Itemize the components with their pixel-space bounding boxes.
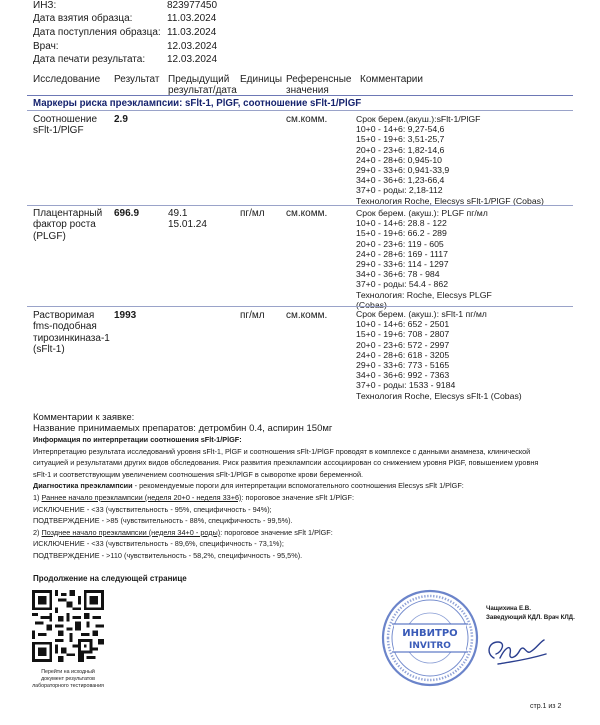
comment-line: Технология: Roche, Elecsys PLGF xyxy=(356,289,492,300)
early-suffix: : пороговое значение sFlt 1/PlGF: xyxy=(241,492,355,502)
late-line xyxy=(33,527,573,539)
diag-title: Диагностика преэклампсии xyxy=(33,481,133,491)
header-result: Результат xyxy=(114,74,160,85)
comment-line: 29+0 - 33+6: 773 - 5165 xyxy=(356,360,450,371)
diag-text: - рекомендуемые пороги для интерпретации вспомогательного соотношения Elecsys sFlt 1/PlGF: xyxy=(132,481,464,491)
early-exclusion: ИСКЛЮЧЕНИЕ - <33 (чувствительность - 95%, специфичность - 94%); xyxy=(33,504,272,514)
comment-line: 37+0 - роды: 2,18-112 xyxy=(356,185,443,196)
late-suffix: : пороговое значение sFlt 1/PlGF: xyxy=(220,527,333,537)
meta-value: 12.03.2024 xyxy=(167,41,218,52)
comment-line: 37+0 - роды: 54.4 - 862 xyxy=(356,279,449,290)
comment-line: Срок берем. (акуш.): PLGF пг/мл xyxy=(356,208,488,218)
row-ratio-ref: см.комм. xyxy=(286,114,328,125)
late-prefix: 2) xyxy=(33,527,42,537)
qr-caption-line: документ результатов xyxy=(41,676,95,682)
comment-line: 10+0 - 14+6: 28.8 - 122 xyxy=(356,218,447,229)
meta-label: Дата взятия образца: xyxy=(33,13,133,24)
row-plgf-comment xyxy=(356,208,571,310)
stamp-text-latin: INVITRO xyxy=(409,641,451,651)
comment-line: 20+0 - 23+6: 119 - 605 xyxy=(356,238,444,249)
row-ratio-comment xyxy=(356,114,571,206)
signer-block xyxy=(486,604,575,622)
comment-line: 15+0 - 19+6: 708 - 2807 xyxy=(356,329,450,340)
header-test: Исследование xyxy=(33,74,101,85)
info-line: Интерпретацию результата исследований уровня sFlt-1, PlGF и соотношения sFlt-1/PlGF проводят в комплексе с данными анамнеза, клинической xyxy=(33,446,531,456)
meta-value: 12.03.2024 xyxy=(167,54,218,65)
diag-line xyxy=(33,480,573,492)
comment-line: 10+0 - 14+6: 9,27-54,6 xyxy=(356,124,445,135)
early-line xyxy=(33,492,573,504)
signer-name: Чащихина Е.В. xyxy=(486,605,531,612)
late-confirm: ПОДТВЕРЖДЕНИЕ - >110 (чувствительность - 58,2%, специфичность - 95,5%). xyxy=(33,550,303,560)
late-exclusion: ИСКЛЮЧЕНИЕ - <33 (чувствительность - 89,6%, специфичность - 73,1%); xyxy=(33,539,284,549)
meta-label: Врач: xyxy=(33,41,59,52)
row-sflt-name: Растворимая fms-подобная тирозинкиназа-1 (sFlt-1) xyxy=(33,310,110,355)
meta-inz xyxy=(33,0,217,12)
header-units: Единицы xyxy=(240,74,283,85)
meta-value: 11.03.2024 xyxy=(167,27,217,38)
meta-value: 823977450 xyxy=(167,0,218,11)
comment-line: 20+0 - 23+6: 1,82-14,6 xyxy=(356,144,445,155)
early-prefix: 1) xyxy=(33,492,42,502)
row-plgf-name: Плацентарный фактор роста (PLGF) xyxy=(33,208,103,242)
comment-line: Технология Roche, Elecsys sFlt-1 (Cobas) xyxy=(356,390,522,401)
divider xyxy=(27,95,573,96)
meta-label: ИНЗ: xyxy=(33,0,57,11)
row-ratio-name: Соотношение sFlt-1/PlGF xyxy=(33,114,98,137)
page-number: стр.1 из 2 xyxy=(530,703,562,710)
meta-label: Дата печати результата: xyxy=(33,54,146,65)
row-plgf-ref: см.комм. xyxy=(286,208,328,219)
header-previous: Предыдущий результат/дата xyxy=(168,74,237,96)
row-sflt-result: 1993 xyxy=(114,310,137,321)
comment-line: 24+0 - 28+6: 169 - 1117 xyxy=(356,248,448,259)
row-sflt-ref: см.комм. xyxy=(286,310,328,321)
row-plgf-prev-date: 15.01.24 xyxy=(168,219,207,230)
comment-line: 34+0 - 36+6: 992 - 7363 xyxy=(356,370,450,381)
meta-doctor xyxy=(33,41,217,53)
row-plgf-prev-value: 49.1 xyxy=(168,208,188,219)
early-link: Раннее начало преэклампсии (неделя 20+0 - неделя 33+6) xyxy=(41,492,242,502)
comment-line: 15+0 - 19+6: 3,51-25,7 xyxy=(356,134,445,145)
continued-note: Продолжение на следующей странице xyxy=(33,574,187,583)
early-confirm: ПОДТВЕРЖДЕНИЕ - >85 (чувствительность - 88%, специфичность - 99,5%). xyxy=(33,516,293,526)
late-link: Позднее начало преэклампсии (неделя 34+0 - роды) xyxy=(41,527,221,537)
header-comments: Комментарии xyxy=(360,74,423,85)
comment-line: (Cobas) xyxy=(356,299,387,310)
meta-label: Дата поступления образца: xyxy=(33,27,161,38)
comment-line: Срок берем.(акуш.):sFlt-1/PlGF xyxy=(356,114,481,124)
qr-code-icon[interactable] xyxy=(32,590,104,662)
row-sflt-units: пг/мл xyxy=(240,310,265,321)
divider xyxy=(27,110,573,111)
comment-line: 29+0 - 33+6: 114 - 1297 xyxy=(356,259,449,270)
signer-role: Заведующий КДЛ. Врач КЛД. xyxy=(486,614,575,621)
comment-line: 24+0 - 28+6: 0,945-10 xyxy=(356,154,442,165)
comment-line: 20+0 - 23+6: 572 - 2997 xyxy=(356,339,450,350)
header-reference: Референсные значения xyxy=(286,74,352,96)
comment-line: Технология Roche, Elecsys sFlt-1/PlGF (Cobas) xyxy=(356,195,544,206)
info-line: ситуацией и результатами других видов обследования. Риск развития преэклампсии ассоциирован со снижением уровня PlGF, повышением уровня xyxy=(33,458,539,468)
medication-line: Название принимаемых препаратов: детромбин 0.4, аспирин 150мг xyxy=(33,423,333,434)
divider xyxy=(27,306,573,307)
comment-line: 29+0 - 33+6: 0,941-33,9 xyxy=(356,165,450,176)
meta-print-date xyxy=(33,54,217,66)
qr-caption-line: лабораторного тестирования xyxy=(32,683,104,689)
divider xyxy=(27,205,573,206)
comment-line: 37+0 - роды: 1533 - 9184 xyxy=(356,380,456,391)
comment-line: 34+0 - 36+6: 1,23-66,4 xyxy=(356,175,445,186)
row-sflt-comment xyxy=(356,309,571,401)
qr-caption xyxy=(28,669,108,690)
meta-sample-date xyxy=(33,13,216,25)
comments-title: Комментарии к заявке: xyxy=(33,412,135,423)
row-plgf-units: пг/мл xyxy=(240,208,265,219)
comments-block xyxy=(33,412,573,562)
comment-line: 24+0 - 28+6: 618 - 3205 xyxy=(356,349,450,360)
meta-value: 11.03.2024 xyxy=(167,13,217,24)
row-ratio-result: 2.9 xyxy=(114,114,128,125)
meta-receipt-date xyxy=(33,27,216,39)
comment-line: 15+0 - 19+6: 66.2 - 289 xyxy=(356,228,447,239)
section-title: Маркеры риска преэклампсии: sFlt-1, PlGF, соотношение sFlt-1/PlGF xyxy=(33,98,362,109)
info-title: Информация по интерпретации соотношения sFlt-1/PlGF: xyxy=(33,435,242,444)
comment-line: 10+0 - 14+6: 652 - 2501 xyxy=(356,319,450,330)
signature-icon xyxy=(480,628,550,673)
row-plgf-result: 696.9 xyxy=(114,208,140,219)
qr-caption-line: Перейти на исходный xyxy=(41,669,95,675)
stamp-text: ИНВИТРО xyxy=(402,628,458,639)
comment-line: 34+0 - 36+6: 78 - 984 xyxy=(356,269,440,280)
comment-line: Срок берем. (акуш.): sFlt-1 пг/мл xyxy=(356,309,487,319)
info-line: sFlt-1 и соответствующим увеличением соотношения sFlt-1/PlGF в сыворотке крови беременной. xyxy=(33,469,364,479)
laboratory-stamp-icon xyxy=(380,588,480,688)
